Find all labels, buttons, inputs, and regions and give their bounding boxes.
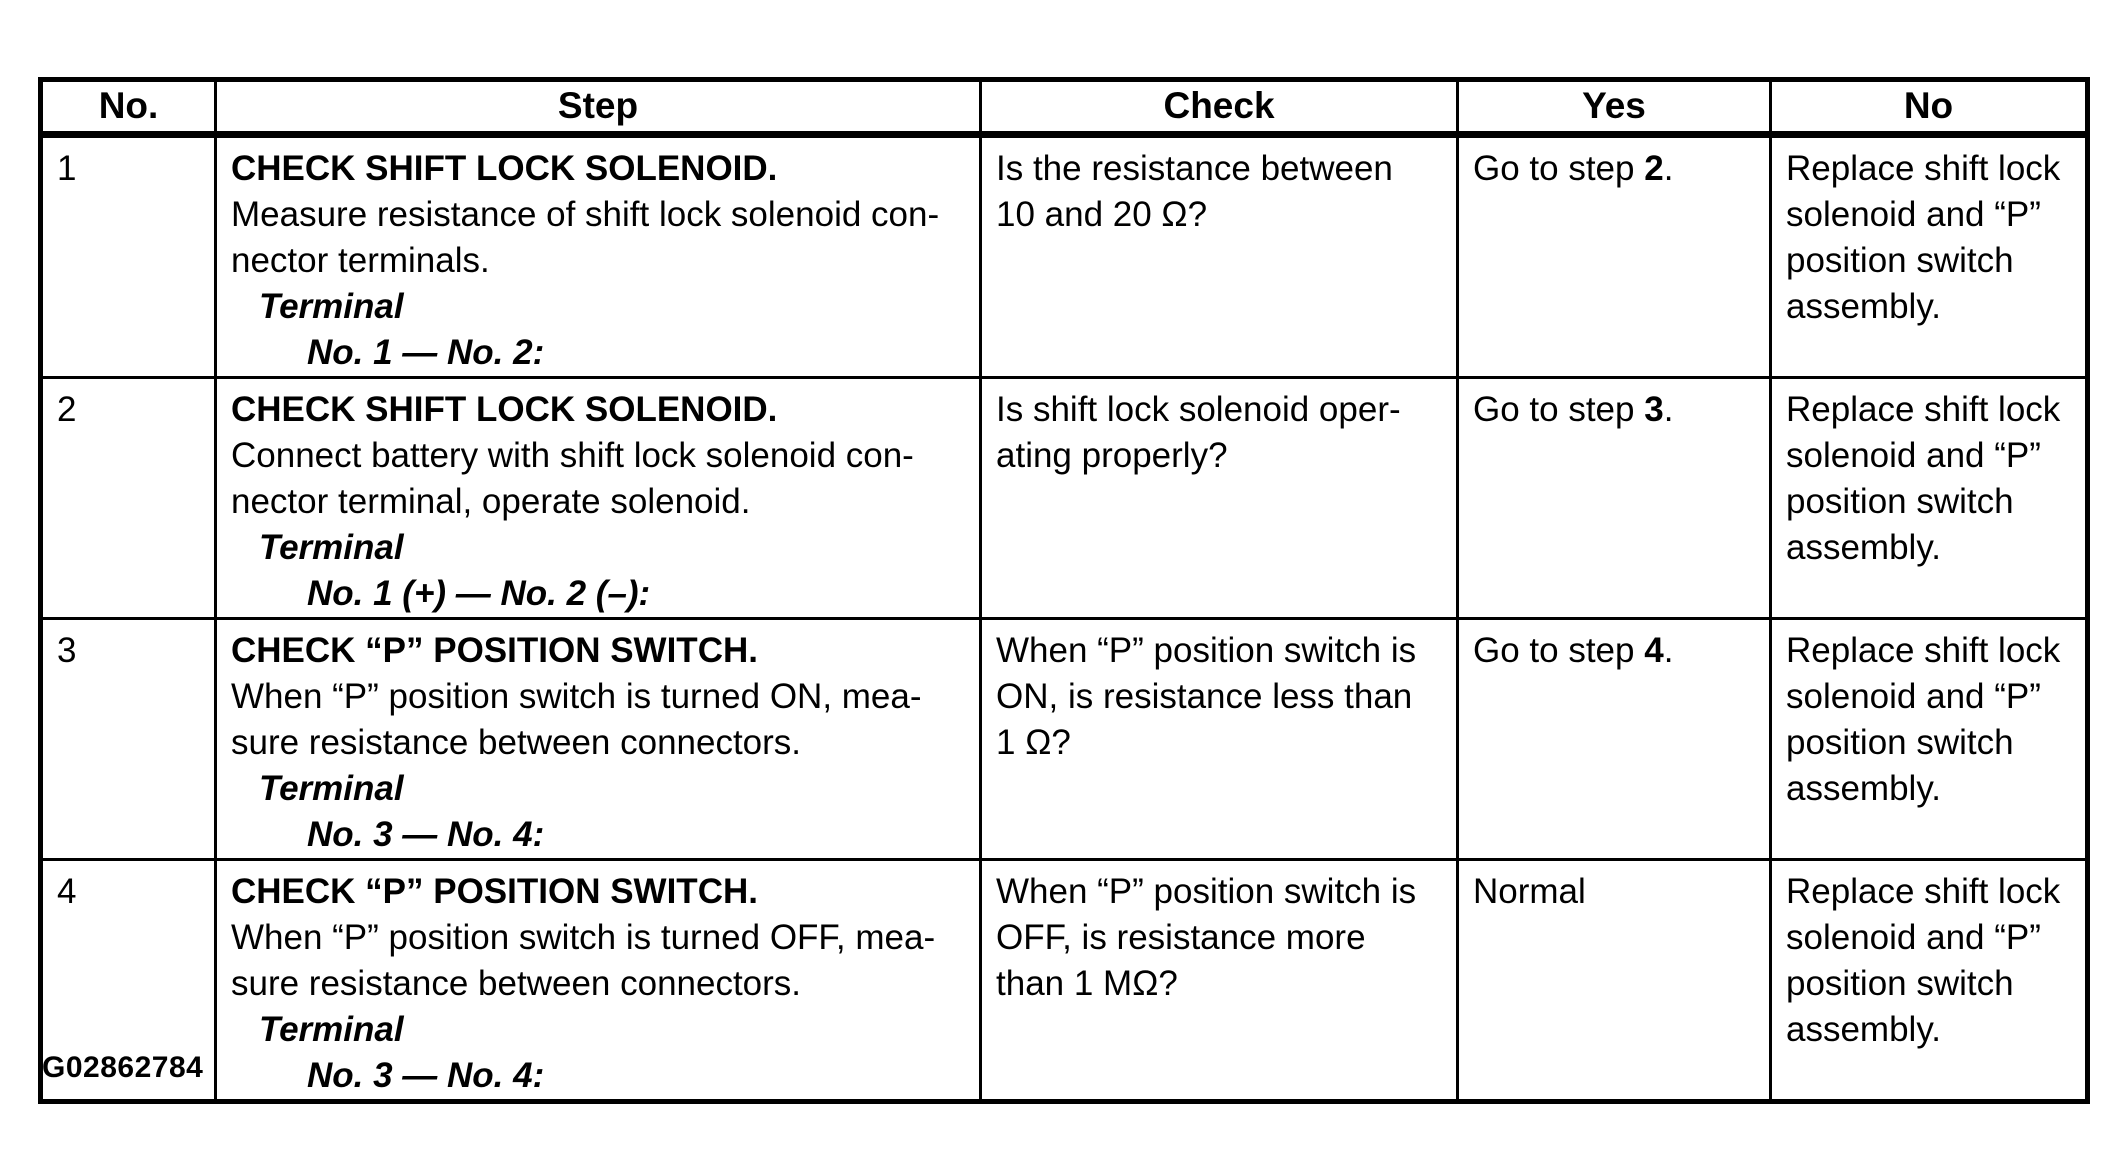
step-number: 4 — [41, 860, 216, 1102]
no-action-line: Replace shift lock — [1786, 390, 2061, 429]
no-action-cell — [1771, 135, 2088, 378]
check-line: ON, is resistance less than — [996, 677, 1413, 716]
step-line: When “P” position switch is turned ON, mea- — [231, 677, 922, 716]
no-action-line: Replace shift lock — [1786, 872, 2061, 911]
step-cell — [216, 135, 981, 378]
check-line: than 1 MΩ? — [996, 964, 1178, 1003]
step-line: sure resistance between connectors. — [231, 964, 802, 1003]
step-line: sure resistance between connectors. — [231, 723, 802, 762]
yes-cell — [1458, 860, 1771, 1102]
no-action-cell — [1771, 860, 2088, 1102]
no-action-line: position switch — [1786, 723, 2014, 762]
step-number: 1 — [41, 135, 216, 378]
step-title: CHECK “P” POSITION SWITCH. — [231, 631, 758, 670]
yes-text-end: . — [1663, 631, 1674, 670]
no-action-cell — [1771, 619, 2088, 860]
table-row — [41, 619, 2088, 860]
check-cell — [981, 860, 1458, 1102]
no-action-line: position switch — [1786, 964, 2014, 1003]
no-action-line: solenoid and “P” — [1786, 436, 2041, 475]
no-action-cell — [1771, 378, 2088, 619]
no-action-line: Replace shift lock — [1786, 631, 2061, 670]
yes-text: Normal — [1473, 872, 1586, 911]
header-yes: Yes — [1458, 80, 1771, 135]
no-action-line: solenoid and “P” — [1786, 918, 2041, 957]
table-row — [41, 860, 2088, 1102]
yes-text-end: . — [1663, 149, 1674, 188]
step-title: CHECK SHIFT LOCK SOLENOID. — [231, 149, 778, 188]
check-cell — [981, 378, 1458, 619]
yes-text: Go to step — [1473, 631, 1645, 670]
step-number: 2 — [41, 378, 216, 619]
header-row — [41, 80, 2088, 135]
check-line: OFF, is resistance more — [996, 918, 1366, 957]
header-no-result: No — [1771, 80, 2088, 135]
check-line: Is shift lock solenoid oper- — [996, 390, 1401, 429]
header-check: Check — [981, 80, 1458, 135]
no-action-line: position switch — [1786, 241, 2014, 280]
terminal-value: No. 1 — No. 2: — [307, 333, 545, 372]
check-line: 1 Ω? — [996, 723, 1071, 762]
table-row — [41, 378, 2088, 619]
no-action-line: position switch — [1786, 482, 2014, 521]
step-line: When “P” position switch is turned OFF, mea- — [231, 918, 936, 957]
yes-text-end: . — [1663, 390, 1674, 429]
no-action-line: assembly. — [1786, 287, 1941, 326]
check-line: 10 and 20 Ω? — [996, 195, 1208, 234]
step-line: Connect battery with shift lock solenoid con- — [231, 436, 914, 475]
header-no: No. — [41, 80, 216, 135]
check-line: When “P” position switch is — [996, 872, 1417, 911]
figure-id-label: G02862784 — [42, 1051, 204, 1084]
step-cell — [216, 378, 981, 619]
terminal-label: Terminal — [259, 287, 404, 326]
check-line: When “P” position switch is — [996, 631, 1417, 670]
yes-cell — [1458, 378, 1771, 619]
yes-text: Go to step — [1473, 390, 1645, 429]
header-step: Step — [216, 80, 981, 135]
yes-cell — [1458, 619, 1771, 860]
yes-step-number: 3 — [1644, 390, 1664, 429]
step-line: nector terminal, operate solenoid. — [231, 482, 751, 521]
step-line: nector terminals. — [231, 241, 490, 280]
check-cell — [981, 619, 1458, 860]
terminal-value: No. 1 (+) — No. 2 (–): — [307, 574, 651, 613]
diagnostic-table — [38, 77, 2090, 1104]
no-action-line: assembly. — [1786, 1010, 1941, 1049]
step-line: Measure resistance of shift lock solenoid con- — [231, 195, 940, 234]
check-line: ating properly? — [996, 436, 1228, 475]
yes-cell — [1458, 135, 1771, 378]
yes-text: Go to step — [1473, 149, 1645, 188]
terminal-value: No. 3 — No. 4: — [307, 1056, 545, 1095]
step-title: CHECK “P” POSITION SWITCH. — [231, 872, 758, 911]
no-action-line: solenoid and “P” — [1786, 195, 2041, 234]
terminal-label: Terminal — [259, 1010, 404, 1049]
no-action-line: assembly. — [1786, 769, 1941, 808]
yes-step-number: 2 — [1644, 149, 1664, 188]
step-cell — [216, 860, 981, 1102]
terminal-value: No. 3 — No. 4: — [307, 815, 545, 854]
no-action-line: solenoid and “P” — [1786, 677, 2041, 716]
terminal-label: Terminal — [259, 528, 404, 567]
step-cell — [216, 619, 981, 860]
step-number: 3 — [41, 619, 216, 860]
no-action-line: assembly. — [1786, 528, 1941, 567]
check-line: Is the resistance between — [996, 149, 1393, 188]
step-title: CHECK SHIFT LOCK SOLENOID. — [231, 390, 778, 429]
no-action-line: Replace shift lock — [1786, 149, 2061, 188]
yes-step-number: 4 — [1644, 631, 1664, 670]
terminal-label: Terminal — [259, 769, 404, 808]
table-row — [41, 135, 2088, 378]
check-cell — [981, 135, 1458, 378]
